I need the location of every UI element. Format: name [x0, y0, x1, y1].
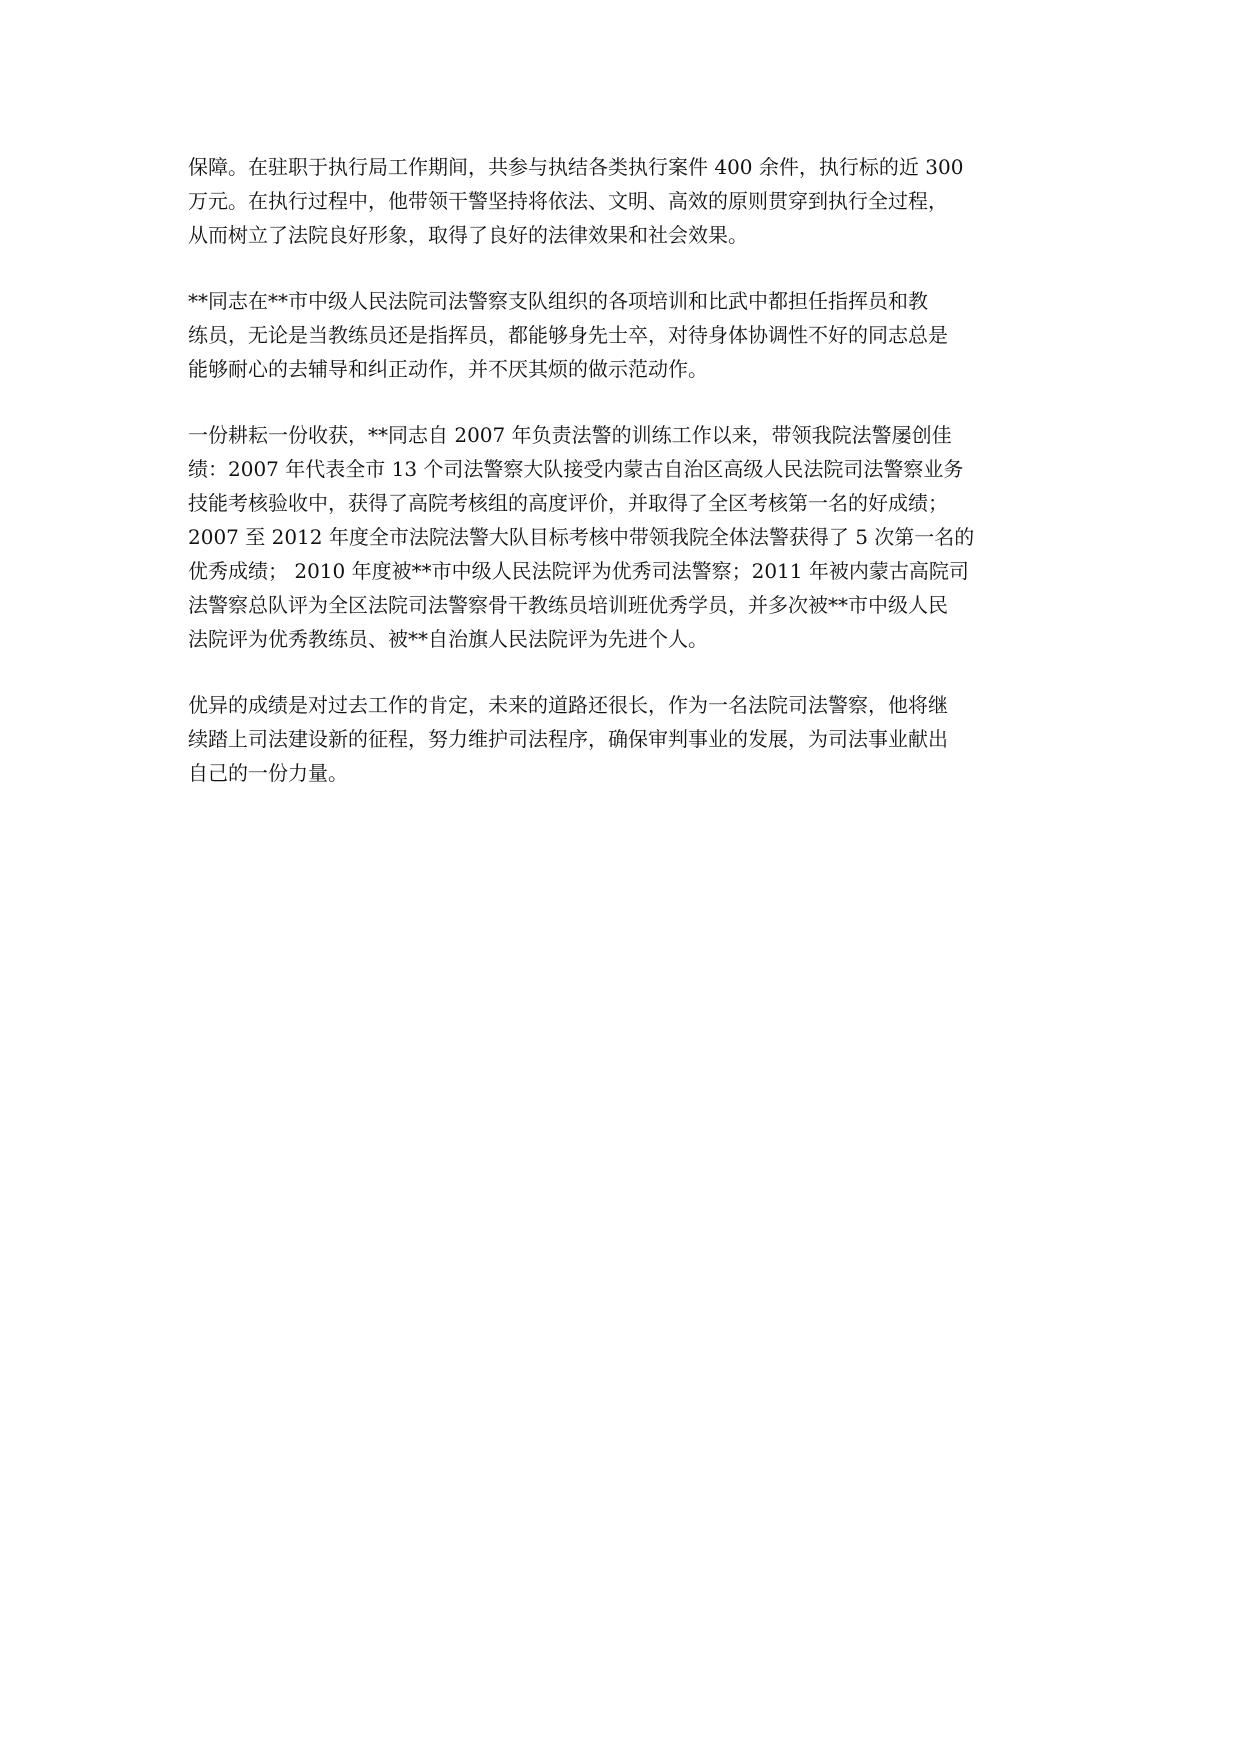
paragraph-1 [188, 150, 1060, 252]
paragraph-line: 一份耕耘一份收获，**同志自 2007 年负责法警的训练工作以来，带领我院法警屡创佳 [188, 423, 952, 447]
paragraph-line: 续踏上司法建设新的征程，努力维护司法程序，确保审判事业的发展，为司法事业献出 [188, 727, 948, 751]
paragraph-line: 练员，无论是当教练员还是指挥员，都能够身先士卒，对待身体协调性不好的同志总是 [188, 323, 948, 347]
paragraph-line: 优异的成绩是对过去工作的肯定，未来的道路还很长，作为一名法院司法警察，他将继 [188, 693, 948, 717]
paragraph-line: 从而树立了法院良好形象，取得了良好的法律效果和社会效果。 [188, 223, 748, 247]
paragraph-line: 万元。在执行过程中，他带领干警坚持将依法、文明、高效的原则贯穿到执行全过程， [188, 189, 948, 213]
paragraph-line: 保障。在驻职于执行局工作期间，共参与执结各类执行案件 400 余件，执行标的近 300 [188, 155, 964, 179]
paragraph-2 [188, 284, 1060, 386]
paragraph-line: 优秀成绩； 2010 年度被**市中级人民法院评为优秀司法警察；2011 年被内蒙古高院司 [188, 559, 969, 583]
paragraph-line: **同志在**市中级人民法院司法警察支队组织的各项培训和比武中都担任指挥员和教 [188, 289, 928, 313]
paragraph-line: 自己的一份力量。 [188, 761, 348, 785]
paragraph-3 [188, 418, 1060, 656]
paragraph-line: 法院评为优秀教练员、被**自治旗人民法院评为先进个人。 [188, 627, 708, 651]
paragraph-line: 2007 至 2012 年度全市法院法警大队目标考核中带领我院全体法警获得了 5 次第一名的 [188, 525, 975, 549]
paragraph-line: 绩：2007 年代表全市 13 个司法警察大队接受内蒙古自治区高级人民法院司法警察业务 [188, 457, 964, 481]
paragraph-line: 法警察总队评为全区法院司法警察骨干教练员培训班优秀学员，并多次被**市中级人民 [188, 593, 948, 617]
paragraph-line: 能够耐心的去辅导和纠正动作，并不厌其烦的做示范动作。 [188, 357, 708, 381]
document-body [188, 150, 1060, 822]
paragraph-4 [188, 688, 1060, 790]
paragraph-line: 技能考核验收中，获得了高院考核组的高度评价，并取得了全区考核第一名的好成绩； [188, 491, 948, 515]
